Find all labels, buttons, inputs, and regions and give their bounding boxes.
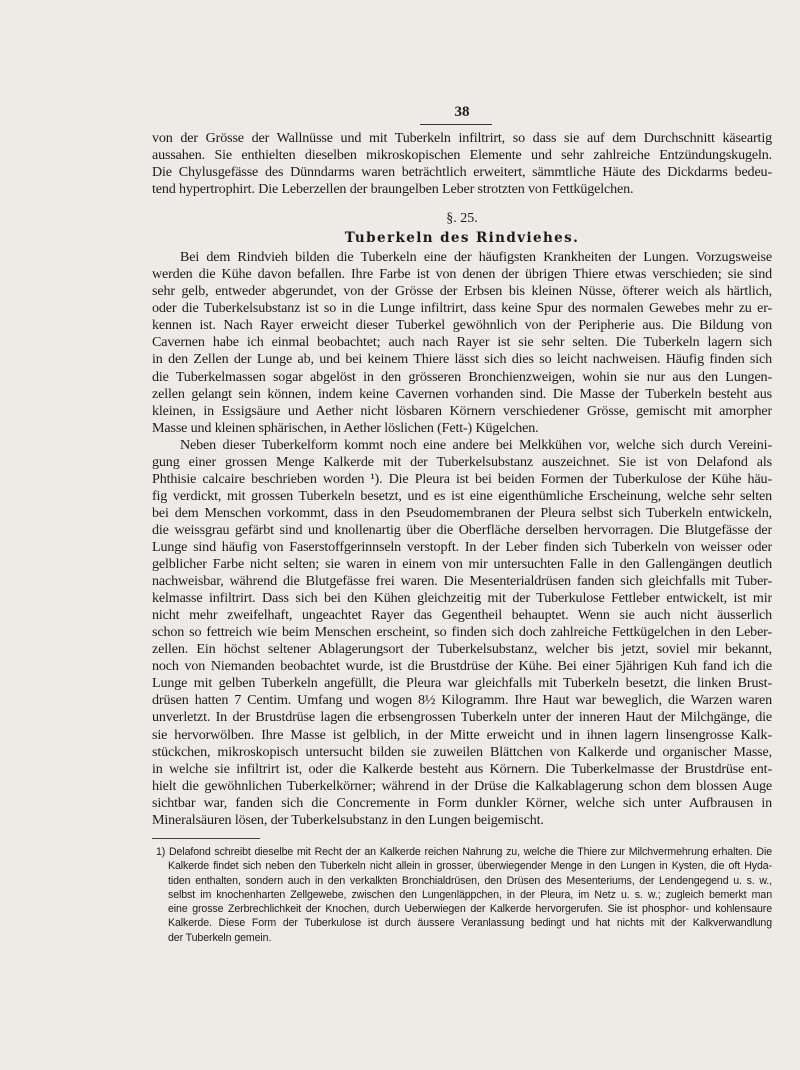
text-line: Masse und kleinen sphärischen, in Aether löslichen (Fett-) Kügelchen. [152,419,539,436]
footnote [152,845,772,945]
footnote-line: tiden enthalten, sondern auch in den verkalkten Bronchialdrüsen, den Drüsen des Mesenteriums, der Lendengegend u. s. w., [168,874,772,887]
text-line: in welche sie infiltrirt ist, oder die Kalkerde besteht aus Körnern. Die Tuberkelmasse der Brustdrüse ent- [152,760,772,777]
text-line: zellen. Ein höchst seltener Ablagerungsort der Tuberkelsubstanz, welcher bis jetzt, soviel mir bekannt, [152,641,772,658]
text-line: bei dem Menschen vorkommt, dass in den Pseudomembranen der Pleura selbst sich Tuberkeln entwickeln, [152,504,772,521]
text-line: in den Zellen der Lunge ab, und bei keinem Thiere lässt sich dies so leicht nachweisen. Häufig finden sich [152,351,772,368]
text-line: Die Chylusgefässe des Dünndarms waren beträchtlich erweitert, sämmtliche Häute des Dickdarms bedeu- [152,164,772,181]
paragraph-1 [152,249,772,437]
text-line: fig verdickt, mit grossen Tuberkeln besetzt, und es ist eine eigenthümliche Erscheinung, welche sehr selten [152,487,772,504]
text-line: die Tuberkelmassen sogar abgelöst in den grösseren Bronchienzweigen, wohin sie nur aus den Lungen- [152,368,772,385]
text-line: Cavernen habe ich einmal beobachtet; auch nach Rayer ist sie sehr selten. Die Tuberkeln lagern sich [152,334,772,351]
text-line: schon so fettreich wie beim Menschen erscheint, so finden sich doch zahlreiche Fettkügelchen in den Leber- [152,624,772,641]
footnote-line: 1) Delafond schreibt dieselbe mit Recht der an Kalkerde reichen Nahrung zu, welche die Thiere zur Milchvermehrung erhalten. Die [156,846,772,858]
section-number: §. 25. [446,211,478,227]
text-line: hielt die gewöhnlichen Tuberkelkörner; während in der Drüse die Kalkablagerung schon dem blossen Auge [152,777,772,794]
footnote-line: selbst im knochenharten Zellgewebe, zwischen den Lungenläppchen, in der Pleura, im Netz u. s. w.; zugleich bemerkt man [168,888,772,901]
text-line: drüsen hatten 7 Centim. Umfang und wogen 8½ Kilogramm. Ihre Haut war beweglich, die Warzen waren [152,692,772,709]
page-number-rule [420,124,492,125]
text-line: sichtbar war, fanden sich die Concremente in Form dunkler Körner, welche sich unter Aufbrausen in [152,794,772,811]
text-line: gelblicher Farbe nicht selten; sie waren in einem von mir untersuchten Falle in den Gallengängen deutlich [152,556,772,573]
text-line: kennen ist. Nach Rayer erweicht dieser Tuberkel gewöhnlich von der Peripherie aus. Die Bildung von [152,317,772,334]
text-line: oder die Tuberkelsubstanz ist so in die Lunge infiltrirt, dass keine Spur des normalen Gewebes mehr zu er- [152,300,772,317]
text-line: Mineralsäuren lösen, der Tuberkelsubstanz in den Lungen beigemischt. [152,811,544,828]
opening-paragraph [152,130,772,198]
text-line: stückchen, mikroskopisch untersucht bilden sie zuweilen Blättchen von Kalkerde und organischer Masse, [152,743,772,760]
footnote-divider [152,838,260,839]
text-line: kelmasse infiltrirt. Dass sich bei den Kühen gleichzeitig mit der Tuberkulose Fettleber entwickelt, ist mir [152,590,772,607]
page-number: 38 [454,104,470,120]
footnote-line: der Tuberkeln gemein. [168,931,272,944]
text-line: werden die Kühe davon befallen. Ihre Farbe ist von denen der übrigen Thiere etwas verschieden; sie sind [152,266,772,283]
paragraph-2 [152,437,772,829]
text-line: Phthisie calcaire beschrieben worden ¹). Die Pleura ist bei beiden Formen der Tuberkulose der Kühe häu- [152,470,772,487]
text-line: unverletzt. In der Brustdrüse lagen die erbsengrossen Tuberkeln unter der inneren Haut der Milchgänge, die [152,709,772,726]
text-line: Lunge sind häufig von Faserstoffgerinnseln verstopft. In der Leber finden sich Tuberkeln von weisser oder [152,538,772,555]
text-line: Bei dem Rindvieh bilden die Tuberkeln eine der häufigsten Krankheiten der Lungen. Vorzugsweise [180,249,772,266]
text-line: Lunge mit gelben Tuberkeln angefüllt, die Pleura war gleichfalls mit Tuberkeln besetzt, die linken Brust- [152,675,772,692]
footnote-line: Kalkerde. Diese Form der Tuberkulose ist durch äussere Veranlassung bedingt und hat nichts mit der Kalkverwandlung [168,917,772,930]
text-line: noch von Niemanden beobachtet wurde, ist die Brustdrüse der Kühe. Bei einer 5jährigen Kuh fand ich die [152,658,772,675]
text-line: nicht mehr zweifelhaft, ungeachtet Rayer das Gegentheil behauptet. Wenn sie auch nicht äusserlich [152,607,772,624]
text-line: kleinen, in Essigsäure und Aether nicht lösbaren Körnern verschiedener Grösse, gemischt mit amorpher [152,402,772,419]
text-line: aussahen. Sie enthielten dieselben mikroskopischen Elemente und sehr zahlreiche Entzündungskugeln. [152,147,772,164]
footnote-line: Kalkerde findet sich neben den Tuberkeln nicht allein in grosser, überwiegender Menge in den Lungen in Kysten, die oft Hyda- [168,860,772,873]
text-line: zellen gelangt sein können, indem keine Cavernen vorhanden sind. Die Masse der Tuberkeln besteht aus [152,385,772,402]
text-line: die weissgrau gefärbt sind und knollenartig über die Oberfläche derselben hervorragen. Die Blutgefässe der [152,521,772,538]
footnote-line: eine grosse Zerbrechlichkeit der Knochen, durch Ueberwiegen der Kalkerde hervorgerufen. Sie ist phosphor- und kohlensaure [168,903,772,916]
body-text [152,130,772,829]
section-heading: Tuberkeln des Rindviehes. [344,230,580,247]
text-line: sehr gelb, entweder abgerundet, von der Grösse der Erbsen bis kleinen Nüsse, öfterer weich als härtlich, [152,283,772,300]
text-line: sie hervorwölben. Ihre Masse ist gelblich, in der Mitte erweicht und in ihnen lagern linsengrosse Kalk- [152,726,772,743]
text-line: gung einer grossen Menge Kalkerde mit der Tuberkelsubstanz auszeichnet. Sie ist von Delafond als [152,453,772,470]
text-line: Neben dieser Tuberkelform kommt noch eine andere bei Melkkühen vor, welche sich durch Vereini- [180,436,772,453]
text-line: von der Grösse der Wallnüsse und mit Tuberkeln infiltrirt, so dass sie auf dem Durchschnitt käseartig [152,130,772,146]
text-line: tend hypertrophirt. Die Leberzellen der braungelben Leber strotzten von Fettkügelchen. [152,181,634,198]
text-line: nachweisbar, während die Blutgefässe frei waren. Die Mesenterialdrüsen fanden sich gleichfalls mit Tuber- [152,573,772,590]
